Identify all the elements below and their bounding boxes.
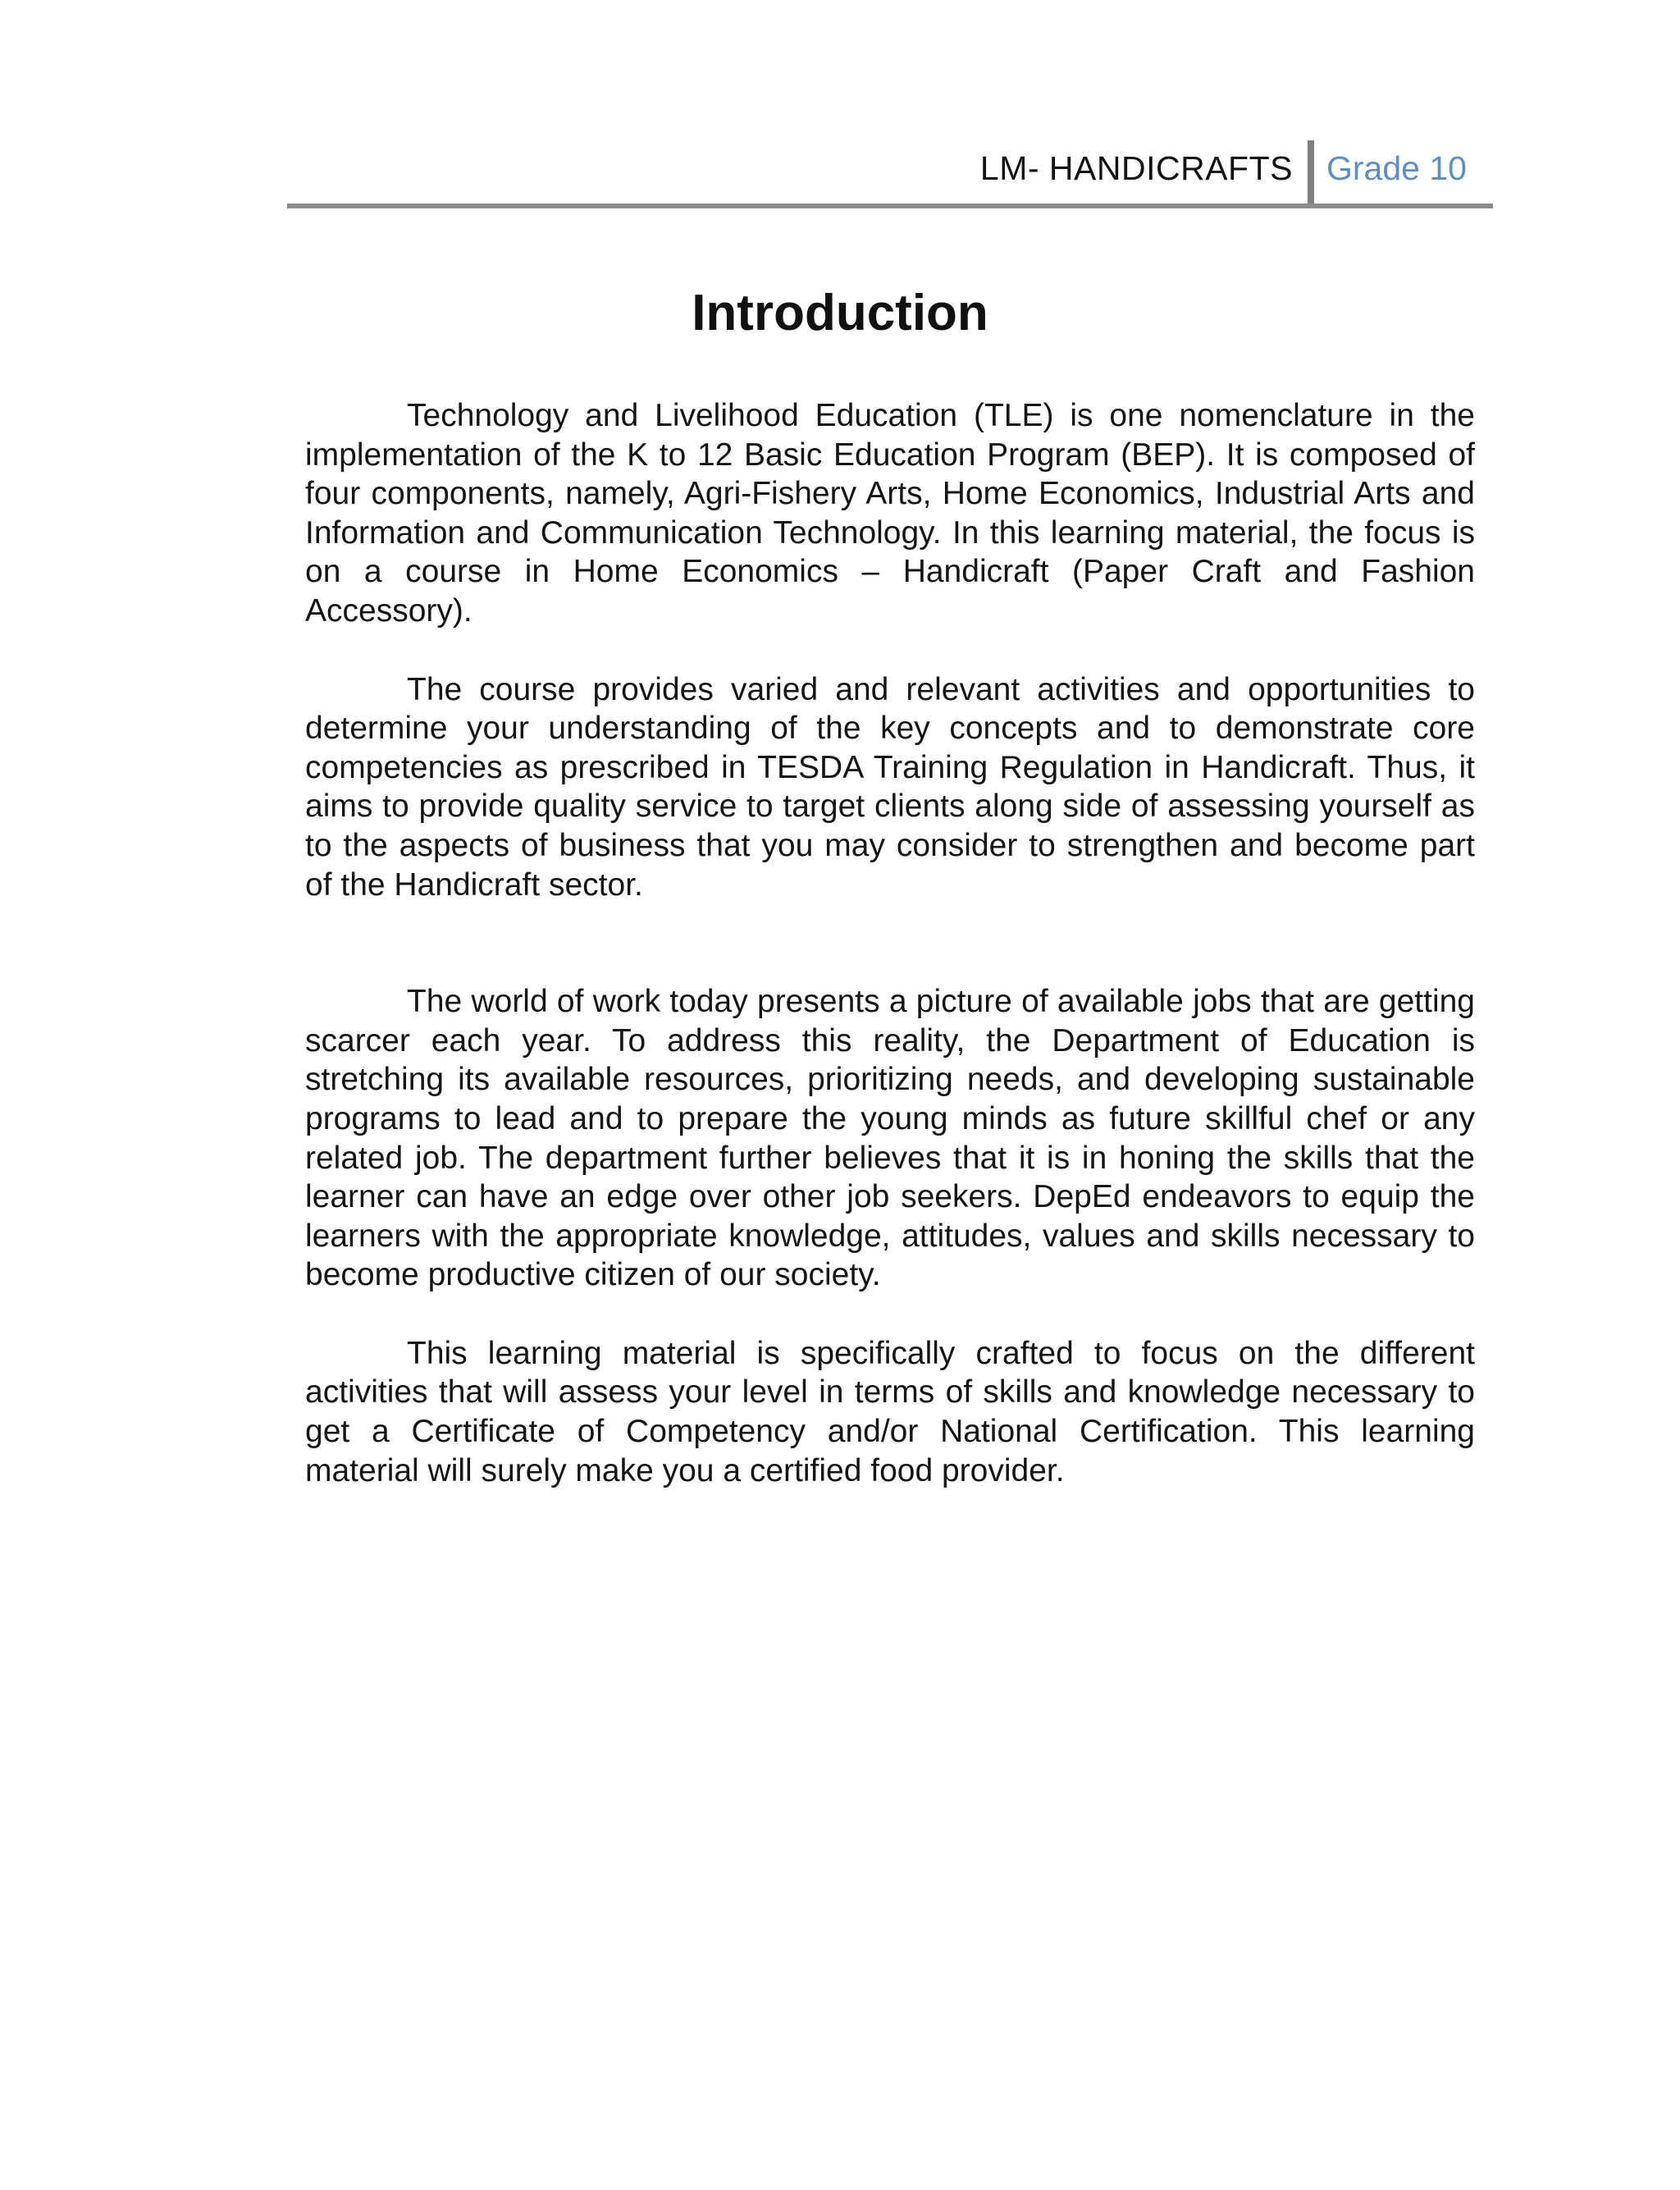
- module-label: LM- HANDICRAFTS: [979, 149, 1293, 187]
- body-text: [305, 396, 1475, 1490]
- header-divider: [1308, 140, 1314, 206]
- page-title: Introduction: [692, 285, 988, 341]
- paragraph: This learning material is specifically crafted to focus on the different activities that will assess your level in terms of skills and knowledge necessary to get a Certificate of Competency and/or National Certification. This learning material will surely make you a certified food provider.: [305, 1335, 1475, 1488]
- grade-label: Grade 10: [1326, 149, 1467, 187]
- paragraph: The world of work today presents a picture of available jobs that are getting scarcer each year. To address this reality, the Department of Education is stretching its available resources, prioritizing needs, and developing sustainable programs to lead and to prepare the young minds as future skillful chef or any related job. The department further believes that it is in honing the skills that the learner can have an edge over other job seekers. DepEd endeavors to equip the learners with the appropriate knowledge, attitudes, values and skills necessary to become productive citizen of our society.: [305, 984, 1475, 1293]
- paragraph: Technology and Livelihood Education (TLE) is one nomenclature in the implementation of the K to 12 Basic Education Program (BEP). It is composed of four components, namely, Agri-Fishery Arts, Home Economics, Industrial Arts and Information and Communication Technology. In this learning material, the focus is on a course in Home Economics – Handicraft (Paper Craft and Fashion Accessory).: [305, 398, 1475, 629]
- paragraph: The course provides varied and relevant activities and opportunities to determine your understanding of the key concepts and to demonstrate core competencies as prescribed in TESDA Training Regulation in Handicraft. Thus, it aims to provide quality service to target clients along side of assessing yourself as to the aspects of business that you may consider to strengthen and become part of the Handicraft sector.: [305, 671, 1475, 903]
- page-header: [287, 138, 1493, 208]
- header-rule: [287, 203, 1493, 208]
